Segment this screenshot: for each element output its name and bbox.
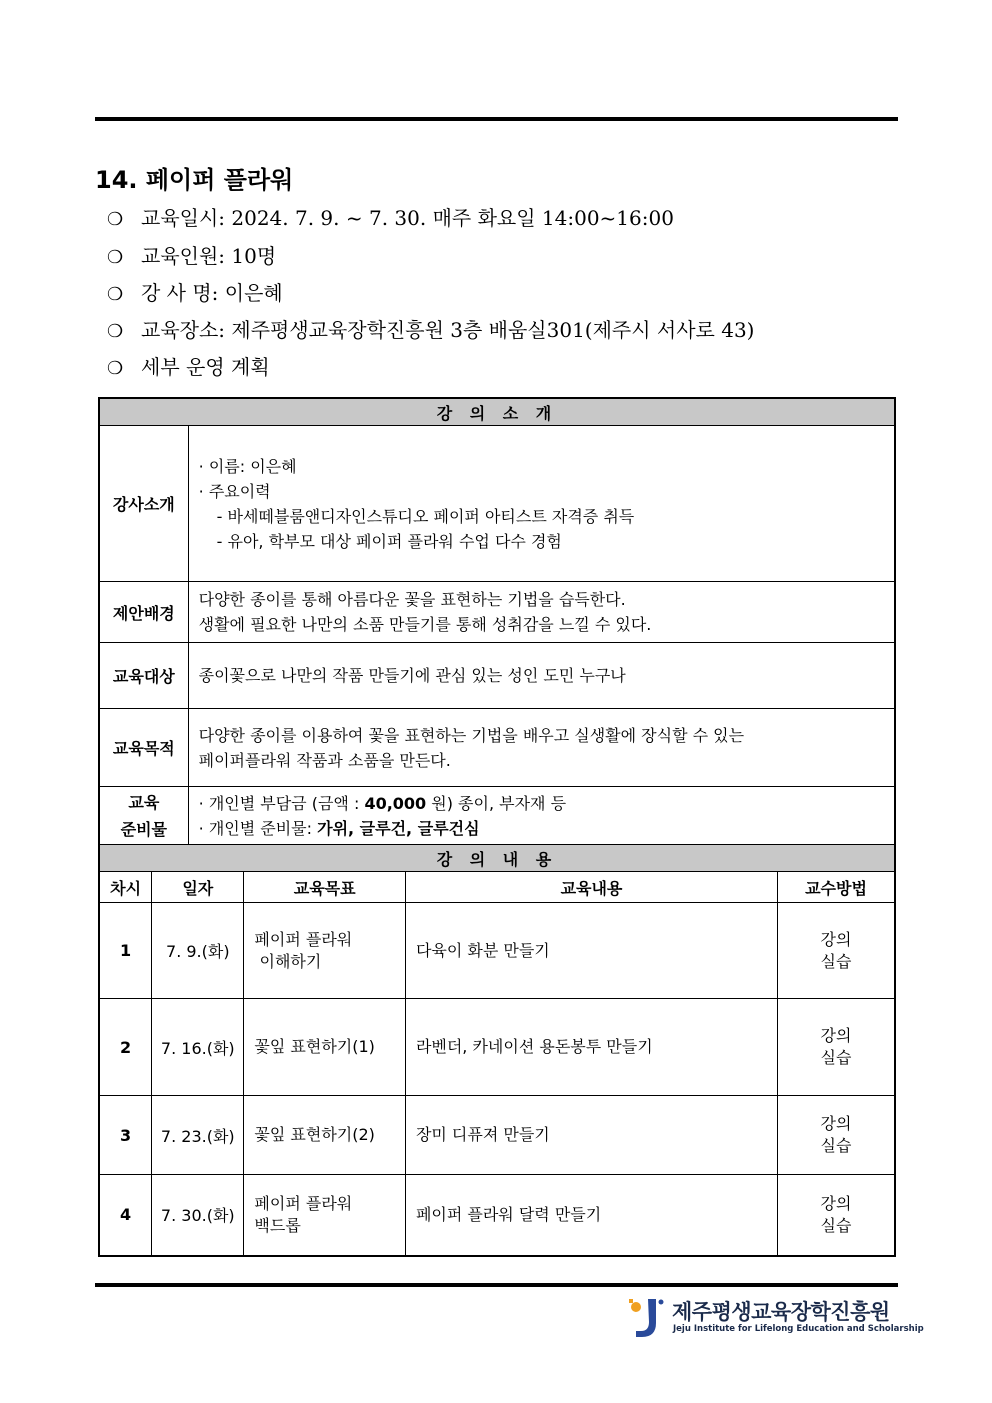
supplies-label [99,787,188,845]
supplies-personal-prefix: · 개인별 준비물: [198,818,318,838]
org-name-en: Jeju Institute for Lifelong Education and Scholarship [673,1324,924,1334]
supplies-cost-amount: 40,000 [364,793,427,813]
goal-line: 페이퍼플라워 작품과 소품을 만든다. [198,750,451,770]
org-logo-mark-icon [626,1295,666,1340]
col-header-method: 교수방법 [778,872,895,903]
info-plan-text: 세부 운영 계획 [141,355,270,379]
supplies-label-line: 준비물 [120,819,167,839]
row-method-line: 실습 [820,1136,852,1155]
row-session: 2 [99,999,152,1096]
supplies-personal [199,816,884,841]
row-date: 7. 9.(화) [152,903,244,999]
col-header-session: 차시 [99,872,152,903]
supplies-cost [199,791,884,816]
bottom-rule [95,1283,898,1287]
row-goal-line: 백드롭 [254,1215,301,1235]
instructor-content [188,426,895,582]
circle-bullet-icon: ❍ [107,284,124,305]
instructor-label: 강사소개 [99,426,188,582]
target-label: 교육대상 [99,643,188,709]
row-goal [244,1175,406,1256]
row-goal: 꽃잎 표현하기(2) [244,1096,406,1175]
supplies-content [188,787,895,845]
row-goal-line: 페이퍼 플라워 [254,929,353,949]
row-method-line: 실습 [820,951,852,971]
table-row [99,1096,895,1175]
col-header-goal: 교육목표 [244,872,406,903]
row-method [778,903,895,999]
target-content: 종이꽃으로 나만의 작품 만들기에 관심 있는 성인 도민 누구나 [188,643,895,709]
info-instructor-text: 강 사 명: 이은혜 [141,281,283,305]
row-method-line: 실습 [820,1215,852,1235]
row-method [778,1175,895,1256]
row-content: 장미 디퓨져 만들기 [405,1096,777,1175]
row-session: 1 [99,903,152,999]
supplies-label-line: 교육 [128,792,160,812]
circle-bullet-icon: ❍ [107,247,124,268]
row-method-line: 강의 [820,1114,852,1133]
info-location-text: 교육장소: 제주평생교육장학진흥원 3층 배움실301(제주시 서사로 43) [141,318,755,342]
row-method-line: 강의 [820,1193,852,1213]
goal-label: 교육목적 [99,709,188,787]
goal-content [188,709,895,787]
info-capacity [107,240,276,269]
row-method-line: 강의 [820,929,852,949]
instructor-name: · 이름: 이은혜 [198,456,297,476]
row-goal-line: 페이퍼 플라워 [254,1193,353,1213]
goal-line: 다양한 종이를 이용하여 꽃을 표현하는 기법을 배우고 실생활에 장식할 수 있는 [198,725,745,745]
background-line: 생활에 필요한 나만의 소품 만들기를 통해 성취감을 느낄 수 있다. [198,615,652,634]
row-goal [244,903,406,999]
info-date-text: 교육일시: 2024. 7. 9. ~ 7. 30. 매주 화요일 14:00~16:00 [141,206,674,230]
supplies-personal-items: 가위, 글루건, 글루건심 [317,818,480,838]
table-row [99,1175,895,1256]
info-instructor [107,277,283,306]
top-rule [95,117,898,121]
background-line: 다양한 종이를 통해 아름다운 꽃을 표현하는 기법을 습득한다. [198,590,626,609]
info-capacity-text: 교육인원: 10명 [141,244,277,268]
row-date: 7. 16.(화) [152,999,244,1096]
row-method [778,999,895,1096]
supplies-cost-prefix: · 개인별 부담금 (금액 : [198,793,365,813]
background-label: 제안배경 [99,582,188,643]
col-header-date: 일자 [152,872,244,903]
row-method-line: 강의 [820,1026,852,1045]
org-logo [626,1295,924,1340]
instructor-career-item: - 유아, 학부모 대상 페이퍼 플라워 수업 다수 경험 [216,531,562,551]
supplies-cost-suffix: 원) 종이, 부자재 등 [426,793,567,813]
background-content [188,582,895,643]
row-session: 4 [99,1175,152,1256]
row-session: 3 [99,1096,152,1175]
col-header-content: 교육내용 [405,872,777,903]
row-content: 페이퍼 플라워 달력 만들기 [405,1175,777,1256]
circle-bullet-icon: ❍ [107,358,124,379]
row-goal: 꽃잎 표현하기(1) [244,999,406,1096]
row-date: 7. 23.(화) [152,1096,244,1175]
info-date [107,202,674,231]
row-content: 라벤더, 카네이션 용돈봉투 만들기 [405,999,777,1096]
row-method [778,1096,895,1175]
page-title: 14. 페이퍼 플라워 [95,166,294,194]
plan-table [98,397,896,1257]
row-goal-line: 이해하기 [254,951,322,971]
table-row [99,903,895,999]
intro-section-header: 강 의 소 개 [99,398,895,426]
circle-bullet-icon: ❍ [107,321,124,342]
org-name: 제주평생교육장학진흥원 [672,1300,890,1324]
info-plan [107,351,270,380]
info-location [107,314,754,343]
row-method-line: 실습 [820,1048,852,1067]
row-date: 7. 30.(화) [152,1175,244,1256]
instructor-career-item: - 바세떼블룸앤디자인스튜디오 페이퍼 아티스트 자격증 취득 [216,506,635,526]
circle-bullet-icon: ❍ [107,209,124,230]
table-row [99,999,895,1096]
content-section-header: 강 의 내 용 [99,845,895,872]
row-content: 다육이 화분 만들기 [405,903,777,999]
instructor-career-heading: · 주요이력 [198,481,271,501]
